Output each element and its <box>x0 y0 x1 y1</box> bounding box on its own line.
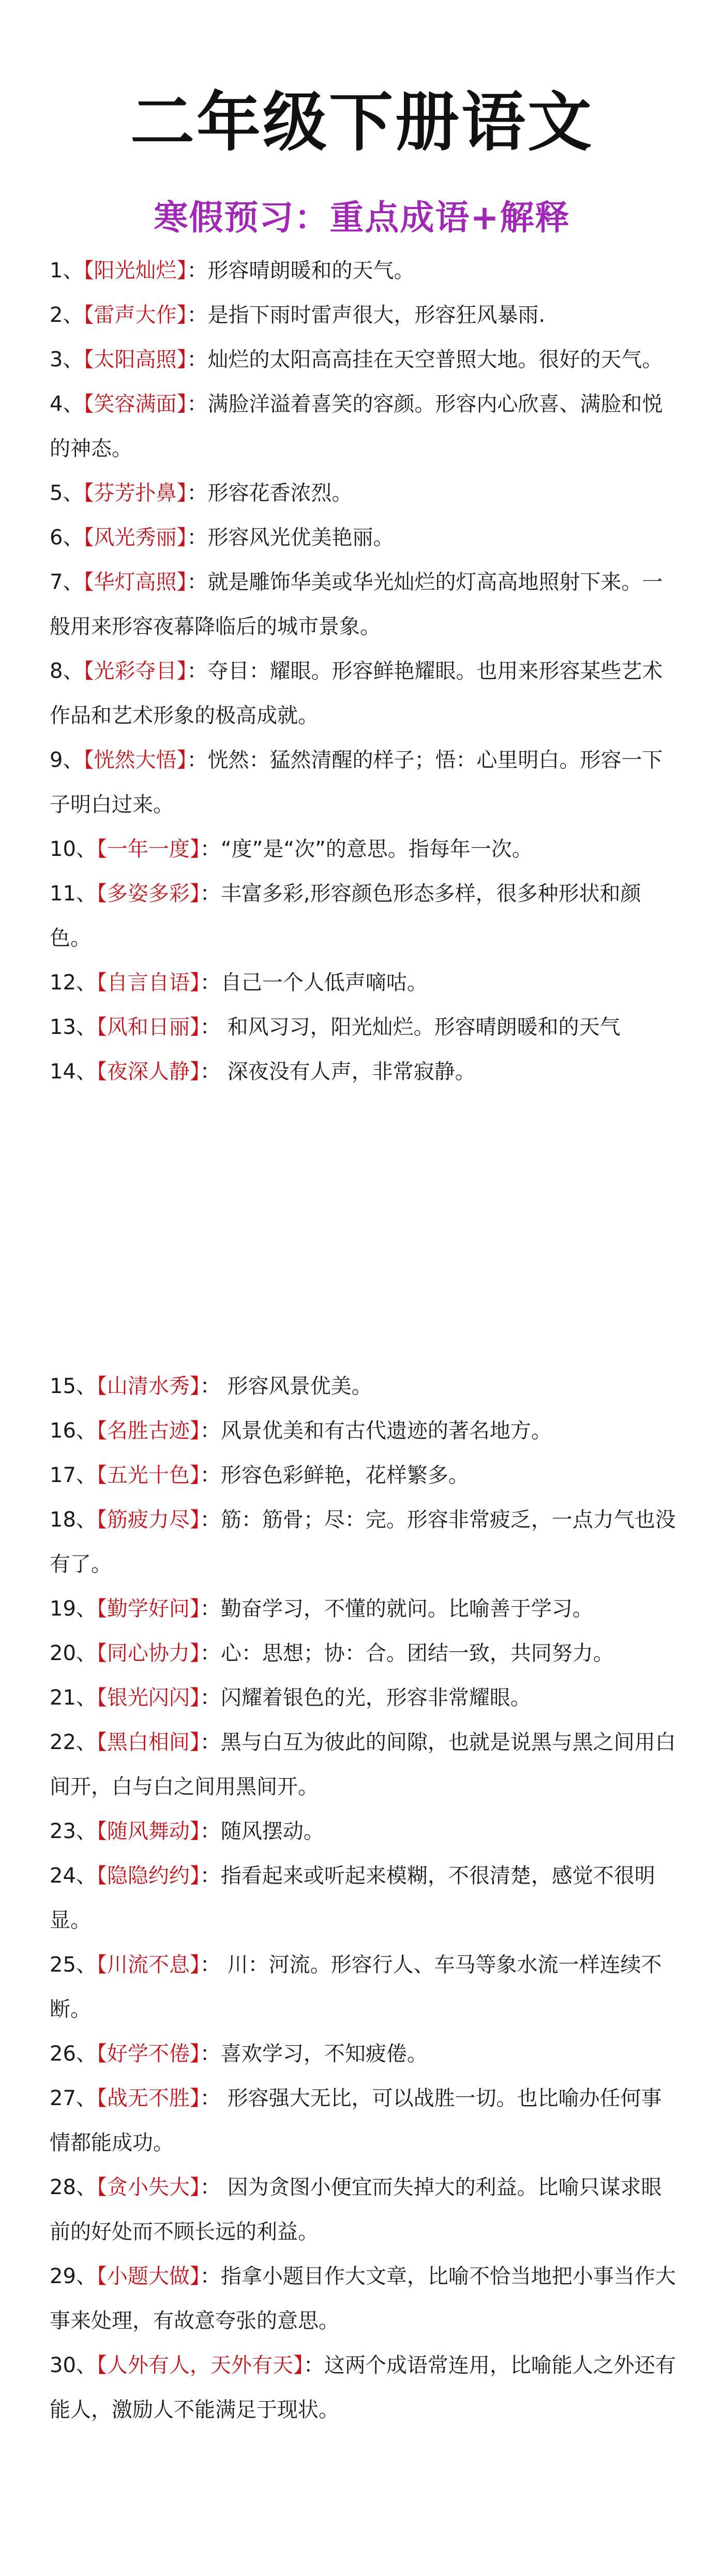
idiom-number: 3、 <box>50 348 84 372</box>
idiom-definition: 是指下雨时雷声很大，形容狂风暴雨. <box>207 303 546 327</box>
idiom-definition: 满脸洋溢着喜笑的容颜。形容内心欣喜、满脸和悦的神态。 <box>50 392 663 461</box>
idiom-separator: ： <box>200 1419 221 1443</box>
idiom-number: 16、 <box>50 1419 97 1443</box>
idiom-separator: ： <box>200 1864 221 1888</box>
idiom-entry <box>50 738 681 827</box>
idiom-term: 【好学不倦】 <box>96 2042 200 2066</box>
idiom-term: 【川流不息】 <box>96 1953 200 1977</box>
idiom-term: 【多姿多彩】 <box>96 882 200 906</box>
idiom-term: 【战无不胜】 <box>96 2086 200 2110</box>
idiom-entry <box>50 2076 681 2165</box>
idiom-term: 【名胜古迹】 <box>96 1419 200 1443</box>
idiom-entry <box>50 649 681 738</box>
idiom-separator: ： <box>200 2086 221 2110</box>
idiom-entry <box>50 382 681 471</box>
idiom-definition: 勤奋学习，不懂的就问。比喻善于学习。 <box>220 1597 593 1621</box>
idiom-entry <box>50 337 681 382</box>
idiom-definition: 和风习习，阳光灿烂。形容晴朗暖和的天气 <box>220 1015 621 1039</box>
idiom-separator: ： <box>187 748 208 772</box>
idiom-definition: 风景优美和有古代遗迹的著名地方。 <box>220 1419 552 1443</box>
idiom-number: 19、 <box>50 1597 97 1621</box>
idiom-separator: ： <box>200 882 221 906</box>
idiom-definition: “度”是“次”的意思。指每年一次。 <box>220 837 533 861</box>
idiom-separator: ： <box>200 1374 221 1398</box>
idiom-term: 【光彩夺目】 <box>83 659 187 683</box>
idiom-number: 20、 <box>50 1641 97 1665</box>
idiom-separator: ： <box>200 1819 221 1843</box>
idiom-entry <box>50 1720 681 1809</box>
idiom-definition: 灿烂的太阳高高挂在天空普照大地。很好的天气。 <box>207 348 663 372</box>
idiom-separator: ： <box>187 348 208 372</box>
idiom-definition: 形容风景优美。 <box>220 1374 372 1398</box>
idiom-entry <box>50 1005 681 1049</box>
idiom-term: 【太阳高照】 <box>83 348 187 372</box>
idiom-term: 【自言自语】 <box>96 971 200 995</box>
idiom-number: 14、 <box>50 1060 97 1084</box>
idiom-entry <box>50 1453 681 1498</box>
page-title: 二年级下册语文 <box>130 85 594 160</box>
idiom-term: 【贪小失大】 <box>96 2175 200 2199</box>
idiom-term: 【芬芳扑鼻】 <box>83 481 187 505</box>
idiom-definition: 恍然：猛然清醒的样子；悟：心里明白。形容一下子明白过来。 <box>50 748 663 817</box>
idiom-number: 24、 <box>50 1864 97 1888</box>
idiom-definition: 因为贪图小便宜而失掉大的利益。比喻只谋求眼前的好处而不顾长远的利益。 <box>50 2175 662 2244</box>
idiom-entry <box>50 1049 681 1094</box>
idiom-separator: ： <box>200 1463 221 1487</box>
idiom-term: 【银光闪闪】 <box>96 1686 200 1710</box>
idiom-separator: ： <box>187 570 208 594</box>
idiom-number: 27、 <box>50 2086 97 2110</box>
idiom-definition: 闪耀着银色的光，形容非常耀眼。 <box>220 1686 531 1710</box>
idiom-term: 【恍然大悟】 <box>83 748 187 772</box>
idiom-term: 【夜深人静】 <box>96 1060 200 1084</box>
idiom-entry <box>50 1854 681 1943</box>
idiom-term: 【隐隐约约】 <box>96 1864 200 1888</box>
idiom-number: 5、 <box>50 481 84 505</box>
idiom-number: 22、 <box>50 1730 97 1754</box>
idiom-separator: ： <box>200 1953 221 1977</box>
idiom-separator: ： <box>200 2264 221 2288</box>
idiom-definition: 形容色彩鲜艳，花样繁多。 <box>220 1463 469 1487</box>
idiom-entry <box>50 1364 681 1409</box>
idiom-separator: ： <box>200 1597 221 1621</box>
idiom-definition: 自己一个人低声嘀咕。 <box>220 971 428 995</box>
page-subtitle: 寒假预习：重点成语+解释 <box>154 198 570 238</box>
idiom-separator: ： <box>200 1060 221 1084</box>
idiom-definition: 喜欢学习，不知疲倦。 <box>220 2042 428 2066</box>
idiom-entry <box>50 2165 681 2254</box>
idiom-separator: ： <box>200 1641 221 1665</box>
idiom-term: 【五光十色】 <box>96 1463 200 1487</box>
idiom-term: 【黑白相间】 <box>96 1730 200 1754</box>
idiom-entry <box>50 471 681 515</box>
idiom-definition: 随风摆动。 <box>220 1819 324 1843</box>
idiom-entry <box>50 560 681 649</box>
idiom-term: 【小题大做】 <box>96 2264 200 2288</box>
idiom-entry <box>50 1943 681 2032</box>
idiom-entry <box>50 2032 681 2076</box>
idiom-definition: 就是雕饰华美或华光灿烂的灯高高地照射下来。一般用来形容夜幕降临后的城市景象。 <box>50 570 663 639</box>
idiom-definition: 深夜没有人声，非常寂静。 <box>220 1060 476 1084</box>
idiom-number: 7、 <box>50 570 84 594</box>
idiom-entry <box>50 1409 681 1453</box>
idiom-separator: ： <box>187 659 208 683</box>
idiom-separator: ： <box>200 2042 221 2066</box>
idiom-entry <box>50 293 681 337</box>
idiom-number: 25、 <box>50 1953 97 1977</box>
idiom-term: 【风和日丽】 <box>96 1015 200 1039</box>
idiom-number: 13、 <box>50 1015 97 1039</box>
idiom-term: 【人外有人，天外有天】 <box>96 2353 304 2377</box>
idiom-number: 10、 <box>50 837 97 861</box>
idiom-term: 【筋疲力尽】 <box>96 1508 200 1532</box>
idiom-separator: ： <box>200 1730 221 1754</box>
idiom-number: 15、 <box>50 1374 97 1398</box>
idiom-term: 【阳光灿烂】 <box>83 259 187 283</box>
idiom-number: 18、 <box>50 1508 97 1532</box>
idiom-number: 11、 <box>50 882 97 906</box>
idiom-separator: ： <box>200 1508 221 1532</box>
idiom-entry <box>50 1676 681 1720</box>
idiom-entry <box>50 1498 681 1587</box>
idiom-term: 【同心协力】 <box>96 1641 200 1665</box>
idiom-separator: ： <box>187 259 208 283</box>
idiom-separator: ： <box>303 2353 324 2377</box>
idiom-definition: 夺目：耀眼。形容鲜艳耀眼。也用来形容某些艺术作品和艺术形象的极高成就。 <box>50 659 663 728</box>
idiom-definition: 指拿小题目作大文章，比喻不恰当地把小事当作大事来处理，有故意夸张的意思。 <box>50 2264 676 2333</box>
idiom-definition: 形容风光优美艳丽。 <box>207 526 394 550</box>
idiom-entry <box>50 248 681 293</box>
idiom-definition: 黑与白互为彼此的间隙，也就是说黑与黑之间用白间开，白与白之间用黑间开。 <box>50 1730 676 1799</box>
idiom-definition: 指看起来或听起来模糊，不很清楚，感觉不很明显。 <box>50 1864 655 1932</box>
idiom-separator: ： <box>200 1686 221 1710</box>
idiom-number: 8、 <box>50 659 84 683</box>
idiom-definition: 丰富多彩,形容颜色形态多样，很多种形状和颜色。 <box>50 882 641 950</box>
idiom-definition: 形容强大无比，可以战胜一切。也比喻办任何事情都能成功。 <box>50 2086 662 2155</box>
idiom-term: 【勤学好问】 <box>96 1597 200 1621</box>
idiom-separator: ： <box>187 303 208 327</box>
idiom-number: 2、 <box>50 303 84 327</box>
idiom-entry <box>50 2343 681 2432</box>
idiom-term: 【华灯高照】 <box>83 570 187 594</box>
idiom-separator: ： <box>187 481 208 505</box>
idiom-definition: 形容花香浓烈。 <box>207 481 353 505</box>
idiom-entry <box>50 1809 681 1854</box>
idiom-definition: 形容晴朗暖和的天气。 <box>207 259 415 283</box>
idiom-number: 4、 <box>50 392 84 416</box>
idiom-definition: 心：思想；协：合。团结一致，共同努力。 <box>220 1641 614 1665</box>
idiom-number: 29、 <box>50 2264 97 2288</box>
idiom-number: 1、 <box>50 259 84 283</box>
idiom-separator: ： <box>200 971 221 995</box>
idiom-term: 【随风舞动】 <box>96 1819 200 1843</box>
idiom-number: 17、 <box>50 1463 97 1487</box>
idiom-number: 6、 <box>50 526 84 550</box>
idiom-term: 【雷声大作】 <box>83 303 187 327</box>
idiom-separator: ： <box>187 526 208 550</box>
idiom-separator: ： <box>200 2175 221 2199</box>
idiom-entry <box>50 515 681 560</box>
idiom-list-part-2 <box>50 1364 681 2432</box>
idiom-number: 30、 <box>50 2353 97 2377</box>
idiom-definition: 川：河流。形容行人、车马等象水流一样连续不断。 <box>50 1953 662 2021</box>
idiom-entry <box>50 1631 681 1676</box>
idiom-list-part-1 <box>50 248 681 1094</box>
idiom-entry <box>50 871 681 960</box>
idiom-number: 21、 <box>50 1686 97 1710</box>
idiom-separator: ： <box>187 392 208 416</box>
idiom-entry <box>50 1587 681 1631</box>
idiom-entry <box>50 960 681 1005</box>
idiom-term: 【山清水秀】 <box>96 1374 200 1398</box>
idiom-term: 【一年一度】 <box>96 837 200 861</box>
idiom-number: 12、 <box>50 971 97 995</box>
idiom-number: 9、 <box>50 748 84 772</box>
idiom-entry <box>50 827 681 871</box>
idiom-definition: 筋：筋骨；尽：完。形容非常疲乏，一点力气也没有了。 <box>50 1508 676 1576</box>
idiom-separator: ： <box>200 837 221 861</box>
idiom-number: 28、 <box>50 2175 97 2199</box>
idiom-entry <box>50 2254 681 2343</box>
idiom-term: 【风光秀丽】 <box>83 526 187 550</box>
idiom-term: 【笑容满面】 <box>83 392 187 416</box>
idiom-definition: 这两个成语常连用，比喻能人之外还有能人，激励人不能满足于现状。 <box>50 2353 676 2422</box>
idiom-number: 26、 <box>50 2042 97 2066</box>
idiom-separator: ： <box>200 1015 221 1039</box>
idiom-number: 23、 <box>50 1819 97 1843</box>
